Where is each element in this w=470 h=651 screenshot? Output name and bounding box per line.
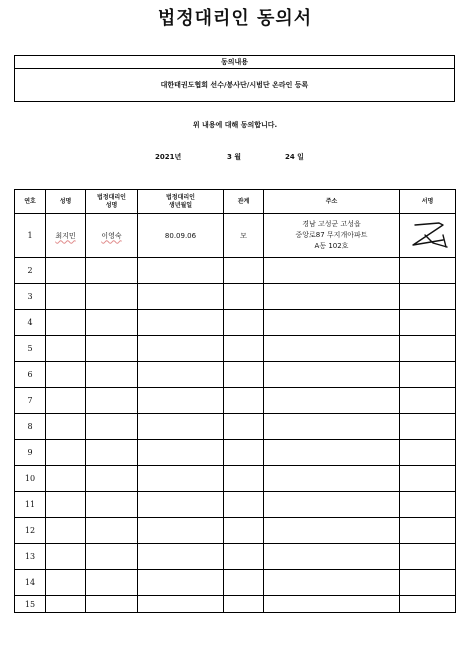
header-guardian-name-line1: 법정대리인 — [97, 193, 126, 201]
table-header-row — [15, 190, 456, 214]
table-row — [15, 214, 456, 258]
header-guardian-name — [86, 190, 138, 214]
table-row — [15, 544, 456, 570]
row-no: 15 — [15, 596, 46, 613]
address-line2: 중앙로87 무지개아파트 — [295, 231, 368, 239]
address-line1: 경남 고성군 고성읍 — [302, 220, 361, 228]
consent-body: 대한태권도협회 선수/봉사단/시범단 온라인 등록 — [160, 81, 309, 89]
table-row — [15, 492, 456, 518]
table-row — [15, 570, 456, 596]
table-row — [15, 596, 456, 613]
guardian-birth: 80.09.06 — [138, 214, 224, 258]
table-row — [15, 466, 456, 492]
date-year: 2021년 — [155, 153, 182, 161]
header-guardian-birth-line1: 법정대리인 — [166, 193, 195, 201]
date-day: 24 일 — [285, 153, 304, 161]
header-no: 연호 — [15, 190, 46, 214]
agree-statement: 위 내용에 대해 동의합니다. — [192, 121, 278, 129]
relation: 모 — [224, 214, 264, 258]
header-relation: 관계 — [224, 190, 264, 214]
row-no: 3 — [15, 284, 46, 310]
row-no: 4 — [15, 310, 46, 336]
row-no: 2 — [15, 258, 46, 284]
row-no: 11 — [15, 492, 46, 518]
signature-image — [403, 217, 453, 255]
header-guardian-name-line2: 성명 — [105, 201, 118, 209]
date-month: 3 월 — [227, 153, 242, 161]
consent-box — [14, 55, 455, 102]
header-guardian-birth — [138, 190, 224, 214]
row-no: 13 — [15, 544, 46, 570]
row-no: 12 — [15, 518, 46, 544]
table-row — [15, 440, 456, 466]
header-signature: 서명 — [400, 190, 456, 214]
row-no: 7 — [15, 388, 46, 414]
row-no: 9 — [15, 440, 46, 466]
table-row — [15, 336, 456, 362]
page-title: 법정대리인 동의서 — [157, 8, 313, 29]
student-name: 최지민 — [46, 214, 86, 258]
roster-table — [14, 189, 456, 613]
table-row — [15, 518, 456, 544]
table-row — [15, 414, 456, 440]
row-no: 10 — [15, 466, 46, 492]
address — [264, 214, 400, 258]
row-no: 5 — [15, 336, 46, 362]
header-guardian-birth-line2: 생년월일 — [168, 201, 193, 209]
table-row — [15, 284, 456, 310]
table-row — [15, 362, 456, 388]
row-no: 8 — [15, 414, 46, 440]
table-row — [15, 258, 456, 284]
header-address: 주소 — [264, 190, 400, 214]
guardian-name: 이영숙 — [86, 214, 138, 258]
row-no: 6 — [15, 362, 46, 388]
signature-cell — [400, 214, 456, 258]
table-row — [15, 310, 456, 336]
table-row — [15, 388, 456, 414]
header-name: 성명 — [46, 190, 86, 214]
row-no: 1 — [15, 214, 46, 258]
row-no: 14 — [15, 570, 46, 596]
consent-header: 동의내용 — [15, 56, 454, 69]
address-line3: A동 102호 — [314, 242, 349, 250]
